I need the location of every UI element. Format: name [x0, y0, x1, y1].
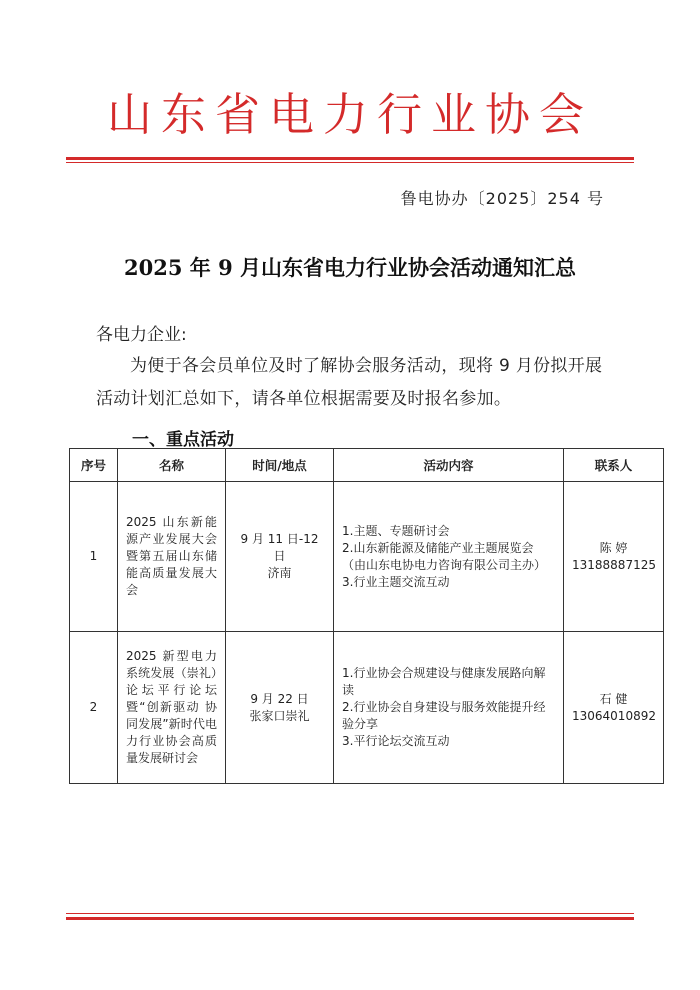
cell-name: 2025 新型电力系统发展（崇礼）论坛平行论坛暨“创新驱动 协同发展”新时代电力行业协会高质量发展研讨会: [118, 632, 226, 784]
header-cell-no: 序号: [70, 449, 118, 482]
section-heading: 一、重点活动: [132, 430, 234, 450]
header-cell-name: 名称: [118, 449, 226, 482]
header-cell-content: 活动内容: [334, 449, 564, 482]
footer-divider-thin: [66, 913, 634, 914]
cell-content: [334, 632, 564, 784]
cell-time-place: [226, 632, 334, 784]
header-cell-time: 时间/地点: [226, 449, 334, 482]
header-divider-thick: [66, 157, 634, 160]
contact-name: 石 健: [599, 691, 628, 706]
content-item: 1.行业协会合规建设与健康发展路向解读: [342, 666, 546, 697]
header-divider-thin: [66, 162, 634, 163]
table-row: [70, 482, 664, 632]
events-table: [69, 448, 664, 784]
content-item: 3.平行论坛交流互动: [342, 734, 450, 748]
salutation: 各电力企业:: [96, 325, 187, 345]
table-header-row: [70, 449, 664, 482]
document-title: 2025 年 9 月山东省电力行业协会活动通知汇总: [124, 255, 576, 280]
cell-name: 2025 山东新能源产业发展大会暨第五届山东储能高质量发展大会: [118, 482, 226, 632]
contact-phone: 13064010892: [572, 708, 656, 723]
contact-name: 陈 婷: [599, 540, 628, 555]
contact-phone: 13188887125: [572, 557, 656, 572]
content-item: 2.行业协会自身建设与服务效能提升经验分享: [342, 700, 546, 731]
cell-no: 2: [70, 632, 118, 784]
event-place: 张家口崇礼: [249, 708, 310, 723]
event-place: 济南: [267, 566, 292, 580]
body-paragraph: 为便于各会员单位及时了解协会服务活动，现将 9 月份拟开展活动计划汇总如下，请各单位根据需要及时报名参加。: [96, 356, 603, 409]
content-item: 3.行业主题交流互动: [342, 574, 450, 589]
content-item: 2.山东新能源及储能产业主题展览会（由山东电协电力咨询有限公司主办）: [342, 540, 547, 572]
event-time: 9 月 11 日-12 日: [240, 532, 319, 563]
table-row: [70, 632, 664, 784]
cell-contact: [564, 632, 664, 784]
cell-time-place: [226, 482, 334, 632]
header-cell-contact: 联系人: [564, 449, 664, 482]
cell-contact: [564, 482, 664, 632]
cell-no: 1: [70, 482, 118, 632]
cell-content: [334, 482, 564, 632]
event-time: 9 月 22 日: [250, 691, 309, 706]
document-number: 鲁电协办〔2025〕254 号: [400, 189, 604, 208]
content-item: 1.主题、专题研讨会: [342, 523, 450, 538]
footer-divider-thick: [66, 917, 634, 920]
organization-header: 山东省电力行业协会: [106, 88, 593, 141]
